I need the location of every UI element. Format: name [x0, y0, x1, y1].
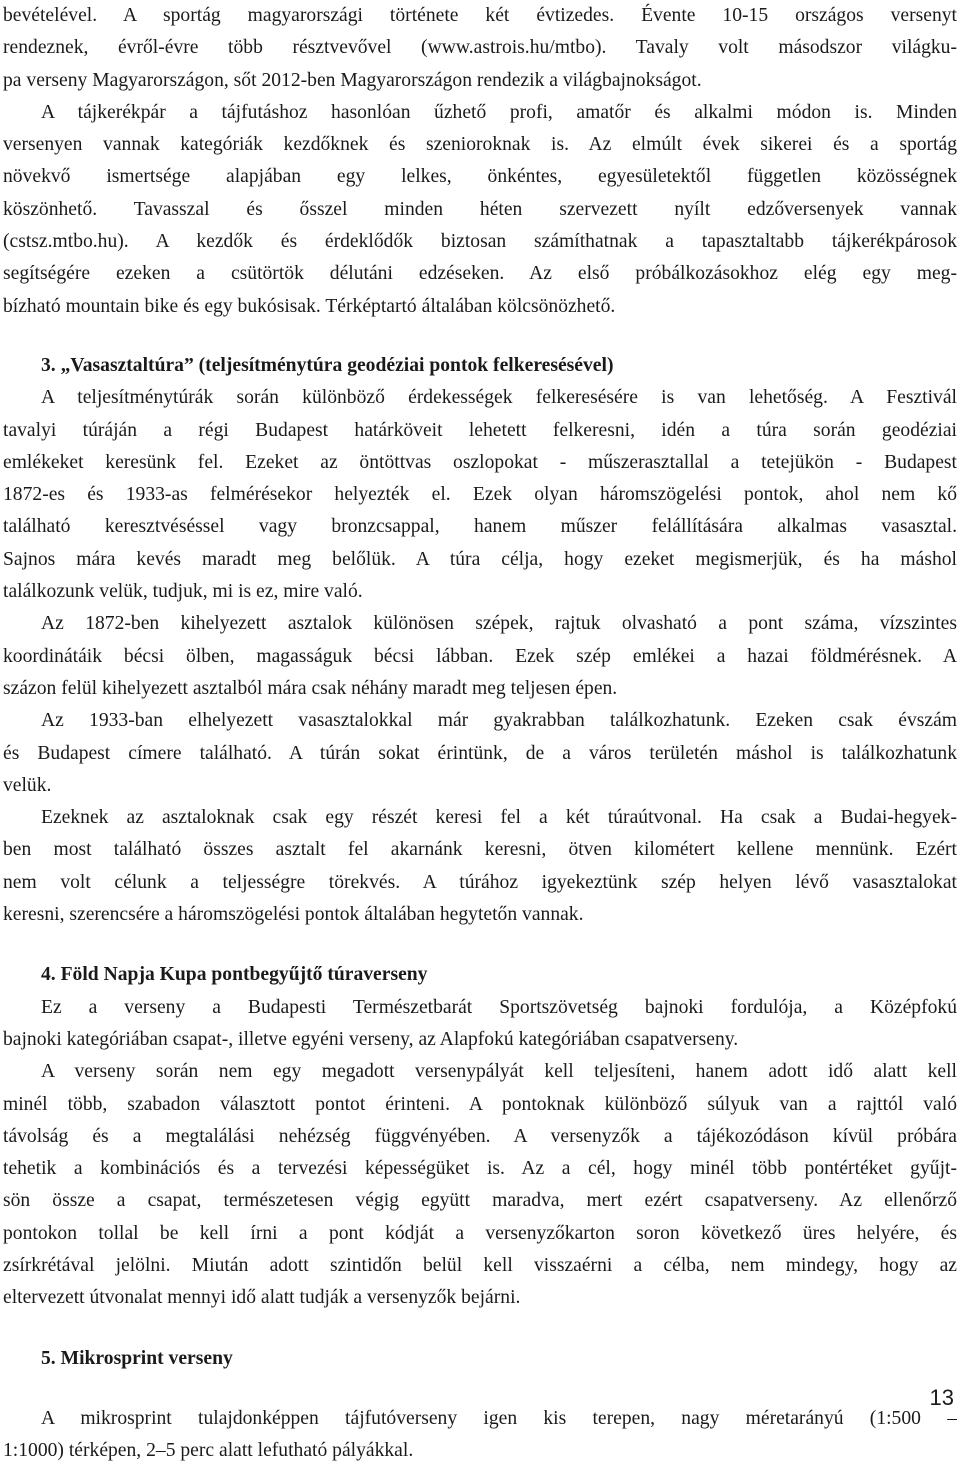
section-3: [3, 350, 957, 931]
text-line: 1872-es és 1933-as felmérésekor helyezték el. Ezek olyan háromszögelési pontok, ahol nem kő: [3, 484, 957, 506]
page-number: 13: [929, 1385, 954, 1410]
document-page: [3, 0, 957, 1467]
section-heading: 5. Mikrosprint verseny: [41, 1347, 233, 1369]
text-line: pa verseny Magyarországon, sőt 2012-ben Magyarországon rendezik a világbajnokságot.: [3, 69, 702, 91]
text-line: rendeznek, évről-évre több résztvevővel (www.astrois.hu/mtbo). Tavaly volt másodszor világku-: [3, 37, 957, 59]
intro-text: [3, 0, 957, 323]
text-line: (cstsz.mtbo.hu). A kezdők és érdeklődők biztosan számíthatnak a tapasztaltabb tájkerékpárosok: [3, 231, 957, 253]
text-line: százon felül kihelyezett asztalból mára csak néhány maradt meg teljesen épen.: [3, 677, 618, 699]
text-line: versenyen vannak kategóriák kezdőknek és szenioroknak is. Az elmúlt évek sikerei és a sportág: [3, 134, 957, 156]
text-line: A verseny során nem egy megadott versenypályát kell teljesíteni, hanem adott idő alatt kell: [41, 1061, 957, 1083]
text-line: található keresztvéséssel vagy bronzcsappal, hanem műszer felállítására alkalmas vasasztal.: [3, 516, 957, 538]
text-line: velük.: [3, 774, 52, 796]
section-heading: 4. Föld Napja Kupa pontbegyűjtő túraverseny: [41, 964, 428, 986]
text-line: találkozunk velük, tudjuk, mi is ez, mire való.: [3, 581, 363, 603]
text-line: Az 1933-ban elhelyezett vasasztalokkal már gyakrabban találkozhatunk. Ezeken csak évszám: [41, 710, 957, 732]
text-line: koordinátáik bécsi ölben, magasságuk bécsi lábban. Ezek szép emlékei a hazai földmérésnek. A: [3, 645, 957, 667]
text-line: minél több, szabadon választott pontot érinteni. A pontoknak különböző súlyuk van a rajttól való: [3, 1093, 957, 1115]
text-line: A mikrosprint tulajdonképpen tájfutóverseny igen kis terepen, nagy méretarányú (1:500 –: [41, 1407, 957, 1429]
text-line: emlékeket keresünk fel. Ezeket az öntöttvas oszlopokat - műszerasztallal a tetejükön - Budapest: [3, 451, 957, 473]
text-line: Az 1872-ben kihelyezett asztalok különösen szépek, rajtuk olvasható a pont száma, vízszintes: [41, 613, 957, 635]
section-heading: 3. „Vasasztaltúra” (teljesítménytúra geodéziai pontok felkeresésével): [41, 354, 614, 376]
text-line: Ezeknek az asztaloknak csak egy részét keresi fel a két túraútvonal. Ha csak a Budai-hegyek-: [41, 807, 957, 829]
section-4: [3, 959, 957, 1314]
text-line: köszönhető. Tavasszal és ősszel minden héten szervezett nyílt edzőversenyek vannak: [3, 198, 957, 220]
text-line: növekvő ismertsége alapjában egy lelkes, önkéntes, egyesületektől független közösségnek: [3, 166, 957, 188]
text-line: A tájkerékpár a tájfutáshoz hasonlóan űzhető profi, amatőr és alkalmi módon is. Minden: [41, 101, 957, 123]
text-line: tehetik a kombinációs és a tervezési képességüket is. Az a cél, hogy minél több pontértéket gyűjt-: [3, 1158, 957, 1180]
text-line: pontokon tollal be kell írni a pont kódját a versenyzőkarton soron következő üres helyére, és: [3, 1222, 957, 1244]
text-line: 1:1000) térképen, 2–5 perc alatt lefutható pályákkal.: [3, 1440, 414, 1462]
section-5: [3, 1343, 957, 1467]
text-line: keresni, szerencsére a háromszögelési pontok általában hegytetőn vannak.: [3, 904, 584, 926]
text-line: ben most található összes asztalt fel akarnánk keresni, ötven kilométert kellene mennünk. Ezért: [3, 839, 957, 861]
text-line: bajnoki kategóriában csapat-, illetve egyéni verseny, az Alapfokú kategóriában csapatverseny.: [3, 1028, 739, 1050]
text-line: tavalyi túráján a régi Budapest határköveit lehetett felkeresni, idén a túra során geodéziai: [3, 419, 957, 441]
text-line: és Budapest címere található. A túrán sokat érintünk, de a város területén máshol is találkozhatunk: [3, 742, 957, 764]
text-line: Sajnos mára kevés maradt meg belőlük. A túra célja, hogy ezeket megismerjük, és ha máshol: [3, 548, 957, 570]
text-line: távolság és a megtalálási nehézség függvényében. A versenyzők a tájékozódáson kívül próbára: [3, 1125, 957, 1147]
text-line: sön össze a csapat, természetesen végig együtt maradva, mert ezért csapatverseny. Az ellenőrző: [3, 1190, 957, 1212]
text-line: bízható mountain bike és egy bukósisak. Térképtartó általában kölcsönözhető.: [3, 295, 616, 317]
text-line: zsírkrétával jelölni. Miután adott szintidőn belül kell visszaérni a célba, nem mindegy, hogy az: [3, 1254, 957, 1276]
text-line: eltervezett útvonalat mennyi idő alatt tudják a versenyzők bejárni.: [3, 1287, 521, 1309]
text-line: A teljesítménytúrák során különböző érdekességek felkeresésére is van lehetőség. A Fesztivál: [41, 387, 957, 409]
text-line: segítségére ezeken a csütörtök délutáni edzéseken. Az első próbálkozásokhoz elég egy meg-: [3, 263, 957, 285]
text-line: bevételével. A sportág magyarországi története két évtizedes. Évente 10-15 országos versenyt: [3, 5, 957, 26]
text-line: nem volt célunk a teljességre törekvés. A túrához igyekeztünk szép helyen lévő vasasztalokat: [3, 871, 957, 893]
text-line: Ez a verseny a Budapesti Természetbarát Sportszövetség bajnoki fordulója, a Középfokú: [41, 996, 957, 1018]
